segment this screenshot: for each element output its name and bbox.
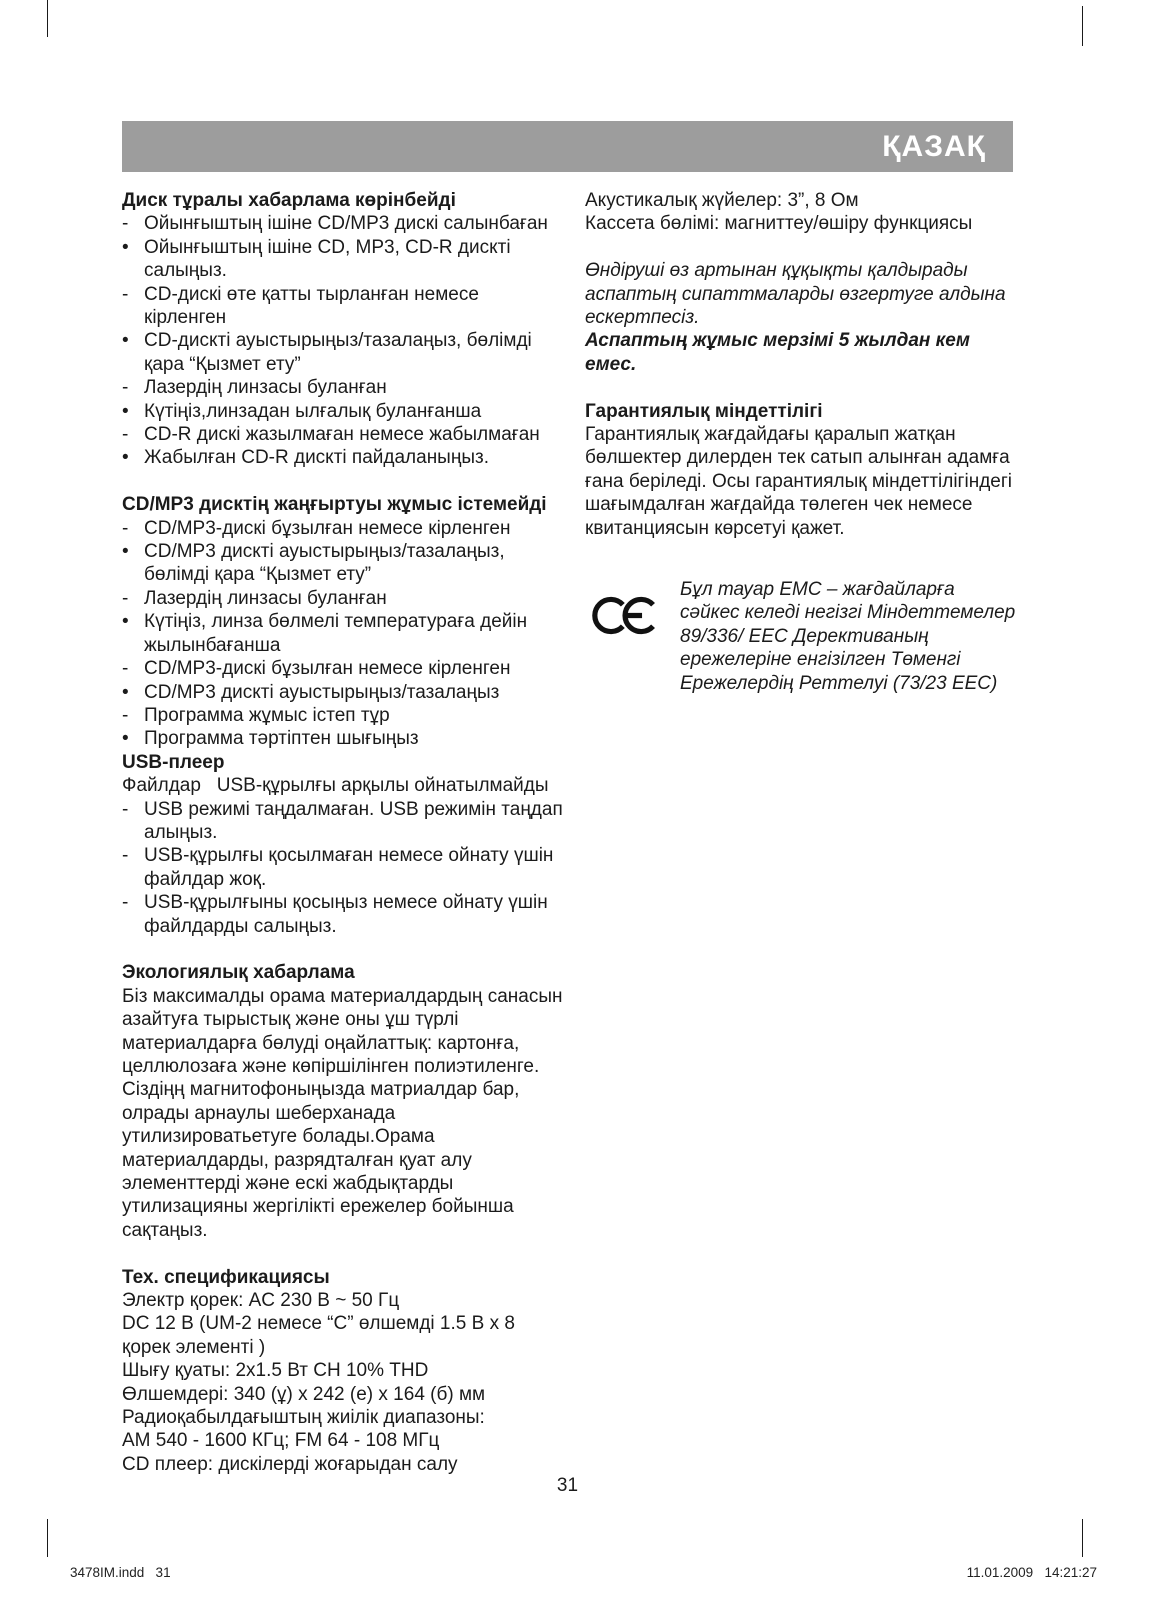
list-item-marker: • xyxy=(122,611,129,633)
cassette-section-line: Кассета бөлімі: магниттеу/өшіру функциясы xyxy=(585,213,973,235)
list-item xyxy=(122,704,564,727)
usb-intro-text: Файлдар USB-құрылғы арқылы ойнатылмайды xyxy=(122,775,549,797)
list-item-marker: - xyxy=(122,658,129,680)
spec-line: CD плеер: дискілерді жоғарыдан салу xyxy=(122,1453,458,1475)
page-number: 31 xyxy=(556,1475,579,1496)
list-item-marker: - xyxy=(122,213,129,235)
list-item xyxy=(122,657,564,680)
list-item-text: USB-құрылғыны қосыңыз немесе ойнату үшін файлдарды салыңыз. xyxy=(144,892,548,937)
list-item xyxy=(122,376,564,399)
list-item-marker: - xyxy=(122,704,129,726)
list-item-text: Жабылған CD-R дискті пайдаланыңыз. xyxy=(144,447,489,469)
list-item xyxy=(122,798,564,845)
list-item-marker: - xyxy=(122,283,129,305)
list-item-marker: - xyxy=(122,517,129,539)
list-item-text: CD/MP3-дискі бұзылған немесе кірленген xyxy=(144,517,511,539)
heading-ecology: Экологиялық хабарлама xyxy=(122,962,355,984)
spec-line: Өлшемдері: 340 (ұ) х 242 (е) х 164 (б) мм xyxy=(122,1383,486,1405)
list-item-text: CD-дискі өте қатты тырланған немесе кірленген xyxy=(144,283,479,329)
spec-line: Радиоқабылдағыштың жиілік диапазоны: xyxy=(122,1407,485,1429)
heading-cdmp3-playback: CD/MP3 дисктің жаңғыртуы жұмыс істемейді xyxy=(122,494,547,516)
list-item xyxy=(122,610,564,657)
spec-line: DC 12 В (UM-2 немесе “С” өлшемді 1.5 В х 8 қорек элементі ) xyxy=(122,1313,515,1358)
list-item-marker: • xyxy=(122,330,129,352)
list-item-marker: • xyxy=(122,541,129,563)
usb-list xyxy=(122,798,564,938)
list-item xyxy=(122,212,564,235)
heading-usb-player: USB-плеер xyxy=(122,751,225,773)
list-item-text: Ойынғыштың ішіне CD/MP3 дискі салынбаған xyxy=(144,213,548,235)
list-item-marker: • xyxy=(122,447,129,469)
list-item-marker: - xyxy=(122,798,129,820)
list-item-text: Программа жұмыс істеп тұр xyxy=(144,704,390,726)
list-item xyxy=(122,446,564,469)
list-item-text: USB-құрылғы қосылмаған немесе ойнату үшін файлдар жоқ. xyxy=(144,845,554,890)
list-item xyxy=(122,587,564,610)
footer-filename: 3478IM.indd 31 xyxy=(70,1565,171,1580)
list-item-text: Күтіңіз, линза бөлмелі температураға дейін жылынбағанша xyxy=(144,611,528,656)
spec-line: Шығу қуаты: 2х1.5 Вт СН 10% THD xyxy=(122,1360,429,1382)
list-item-marker: - xyxy=(122,892,129,914)
list-item-text: CD-R дискі жазылмаған немесе жабылмаған xyxy=(144,424,540,446)
page-language-title: ҚАЗАҚ xyxy=(882,130,986,163)
list-item xyxy=(122,329,564,376)
list-item xyxy=(122,681,564,704)
list-item-marker: • xyxy=(122,236,129,258)
tech-specs-lines xyxy=(122,1289,564,1476)
ce-compliance-text: Бұл тауар ЕМС – жағдайларға сәйкес келеді негізгі Міндеттемелер 89/336/ ЕЕС Дерективаның ережелеріне енгізілген Төменгі Ережелердің Реттелуі (73/23 ЕЕС) xyxy=(680,579,1016,694)
acoustic-systems-line: Акустикалық жүйелер: 3”, 8 Ом xyxy=(585,190,859,211)
language-header-bar xyxy=(122,121,1013,172)
crop-mark-bottom-right xyxy=(1082,1519,1083,1557)
list-item-text: USB режимі таңдалмаған. USB режимін таңдап алыңыз. xyxy=(144,798,563,843)
list-item xyxy=(122,844,564,891)
crop-mark-bottom-left xyxy=(47,1519,48,1557)
left-column xyxy=(122,189,564,1476)
list-item xyxy=(122,517,564,540)
list-item xyxy=(122,423,564,446)
list-item-marker: • xyxy=(122,681,129,703)
list-item xyxy=(122,540,564,587)
list-item-text: Лазердің линзасы буланған xyxy=(144,587,387,609)
list-item-text: CD/MP3-дискі бұзылған немесе кірленген xyxy=(144,658,511,680)
list-item-text: CD-дискті ауыстырыңыз/тазалаңыз, бөлімді қара “Қызмет ету” xyxy=(144,330,532,375)
list-item-marker: - xyxy=(122,587,129,609)
service-life-notice: Аспаптың жұмыс мерзімі 5 жылдан кем емес. xyxy=(585,330,970,375)
ecology-paragraph: Біз максималды орама материалдардың санасын азайтуға тырыстық және оны ұш түрлі материалдарға бөлуді оңайлаттық: картонға, целлюлозаға және көпіршілінген полиэтиленге. Сіздіңң магнитофоныңызда матриалдар бар, олрады арнаулы шеберханада утилизироватьетуге болады.Орама материалдарды, разрядталған қуат алу элементтерді және ескі жабдықтарды утилизацияны жергілікті ережелер бойынша сақтаңыз. xyxy=(122,985,563,1241)
warranty-paragraph: Гарантиялық жағдайдағы қаралып жатқан бөлшектер дилерден тек сатып алынған адамға ғана беріледі. Осы гарантиялық міндеттілігіндегі шағымдалған жағдайда төлеген чек немесе квитанциясын көрсетуі қажет. xyxy=(585,424,1012,539)
spec-line: AM 540 - 1600 КГц; FM 64 - 108 МГц xyxy=(122,1430,440,1452)
list-item xyxy=(122,400,564,423)
ce-mark-icon xyxy=(585,578,680,695)
heading-warranty: Гарантиялық міндеттілігі xyxy=(585,400,823,422)
list-item-marker: - xyxy=(122,845,129,867)
cdmp3-playback-list xyxy=(122,517,564,751)
list-item-text: Күтіңіз,линзадан ылғалық буланғанша xyxy=(144,400,482,422)
right-column xyxy=(585,189,1016,695)
crop-mark-top-right xyxy=(1082,6,1083,46)
list-item xyxy=(122,236,564,283)
list-item-marker: • xyxy=(122,728,129,750)
ce-compliance-block xyxy=(585,578,1016,695)
list-item-text: Лазердің линзасы буланған xyxy=(144,377,387,399)
list-item-text: CD/MP3 дискті ауыстырыңыз/тазалаңыз, бөлімді қара “Қызмет ету” xyxy=(144,541,505,586)
heading-tech-specs: Тех. спецификациясы xyxy=(122,1266,330,1288)
list-item xyxy=(122,727,564,750)
list-item-marker: • xyxy=(122,400,129,422)
heading-disc-message: Диск тұралы хабарлама көрінбейді xyxy=(122,190,456,211)
spec-line: Электр қорек: AC 230 В ~ 50 Гц xyxy=(122,1290,400,1312)
footer-timestamp: 11.01.2009 14:21:27 xyxy=(966,1565,1097,1580)
list-item-text: Ойынғыштың ішіне CD, MP3, CD-R дискті салыңыз. xyxy=(144,236,511,282)
list-item-marker: - xyxy=(122,377,129,399)
list-item xyxy=(122,891,564,938)
list-item-text: CD/MP3 дискті ауыстырыңыз/тазалаңыз xyxy=(144,681,500,703)
disc-message-list xyxy=(122,212,564,469)
list-item xyxy=(122,283,564,330)
list-item-marker: - xyxy=(122,424,129,446)
crop-mark-top-left xyxy=(47,0,48,37)
manufacturer-notice: Өндіруші өз артынан құқықты қалдырады аспаптың сипаттмаларды өзгертуге алдына ескертпесіз. xyxy=(585,260,1006,329)
list-item-text: Программа тәртіптен шығыңыз xyxy=(144,728,419,750)
